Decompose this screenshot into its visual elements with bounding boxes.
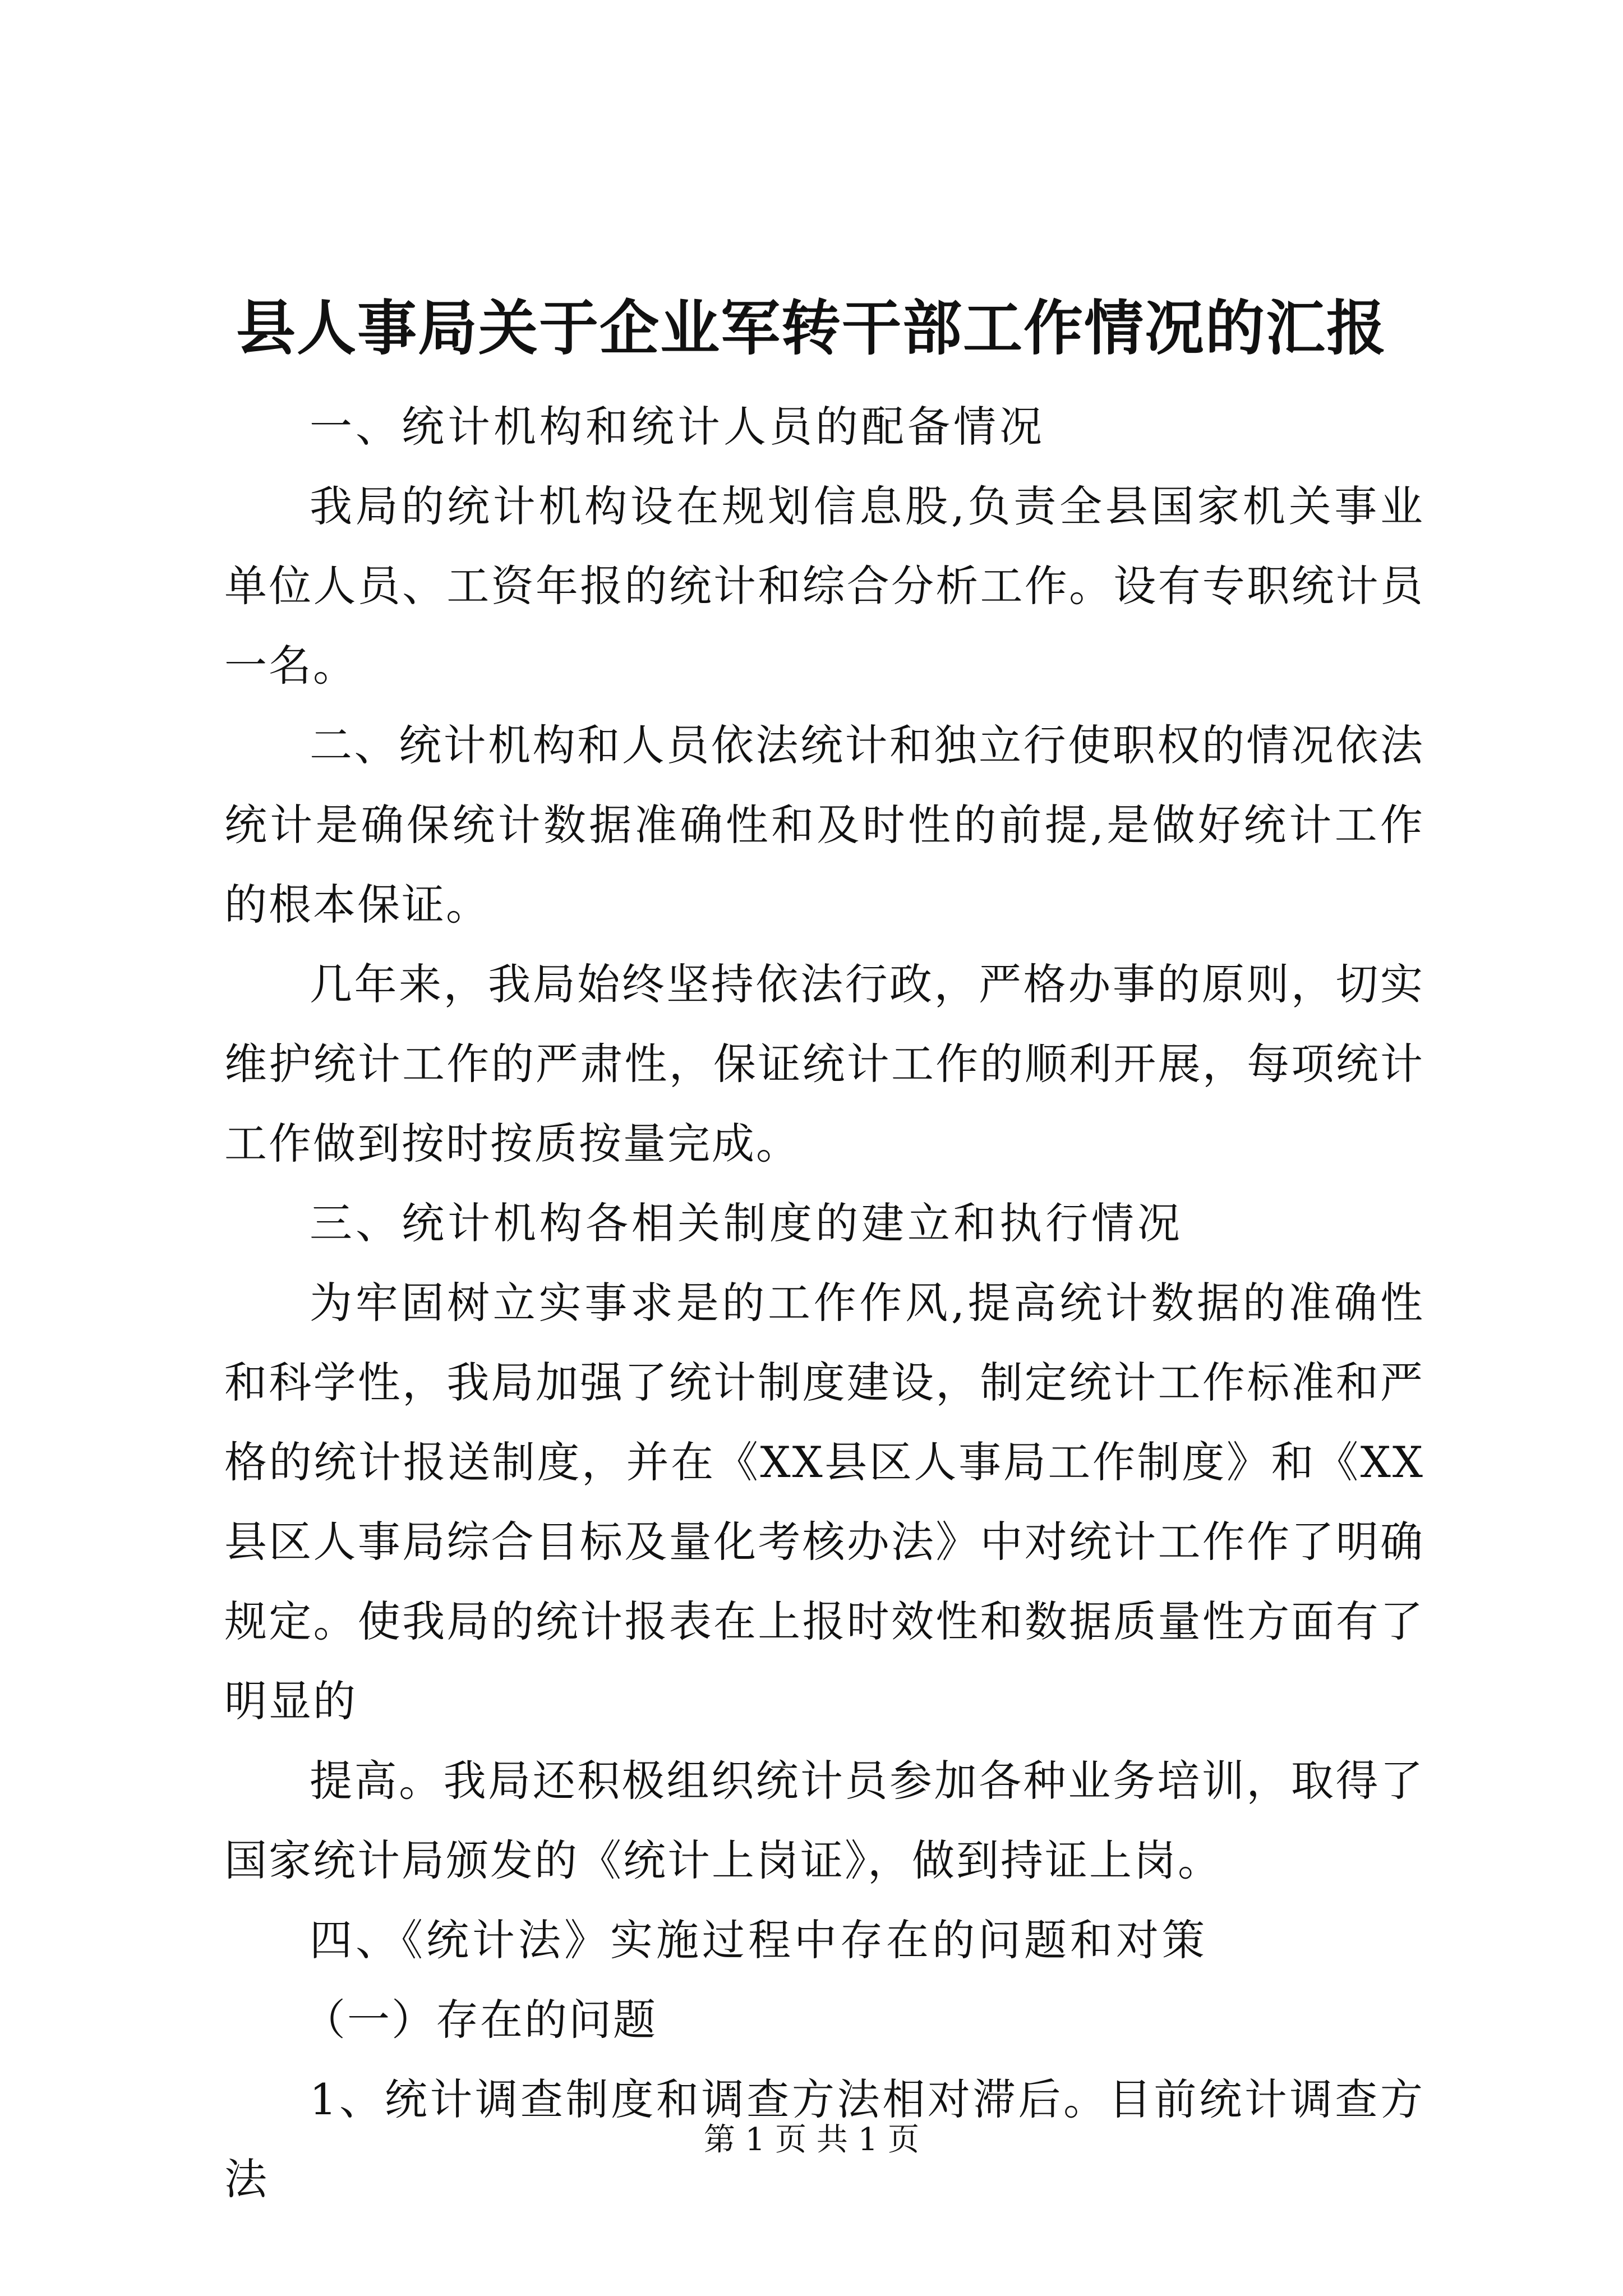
section-heading-3: 三、统计机构各相关制度的建立和执行情况 bbox=[310, 1198, 1183, 1248]
section-heading-1: 一、统计机构和统计人员的配备情况 bbox=[310, 402, 1045, 452]
sub-heading-problems: （一）存在的问题 bbox=[303, 1995, 657, 2045]
section-heading-2-paragraph: 二、统计机构和人员依法统计和独立行使职权的情况依法统计是确保统计数据准确性和及时性的前提,是做好统计工作的根本保证。 bbox=[224, 720, 1424, 930]
section-heading-4: 四、《统计法》实施过程中存在的问题和对策 bbox=[310, 1915, 1208, 1965]
page-footer: 第 1 页 共 1 页 bbox=[703, 2122, 920, 2158]
paragraph-system-building: 为牢固树立实事求是的工作作风,提高统计数据的准确性和科学性，我局加强了统计制度建设，制定统计工作标准和严格的统计报送制度，并在《XX县区人事局工作制度》和《XX县区人事局综合目标及量化考核办法》中对统计工作作了明确规定。使我局的统计报表在上报时效性和数据质量性方面有了明显的 bbox=[224, 1278, 1424, 1726]
document-title: 县人事局关于企业军转干部工作情况的汇报 bbox=[236, 293, 1387, 363]
paragraph-law-compliance: 几年来，我局始终坚持依法行政，严格办事的原则，切实维护统计工作的严肃性，保证统计工作的顺利开展，每项统计工作做到按时按质按量完成。 bbox=[224, 959, 1424, 1168]
document-body bbox=[224, 387, 1424, 2219]
paragraph-training: 提高。我局还积极组织统计员参加各种业务培训，取得了国家统计局颁发的《统计上岗证》，做到持证上岗。 bbox=[224, 1756, 1424, 1885]
paragraph-staffing: 我局的统计机构设在规划信息股,负责全县国家机关事业单位人员、工资年报的统计和综合分析工作。设有专职统计员一名。 bbox=[224, 481, 1424, 691]
paragraph-problem-1: 1、统计调查制度和调查方法相对滞后。目前统计调查方法 bbox=[224, 2074, 1424, 2204]
